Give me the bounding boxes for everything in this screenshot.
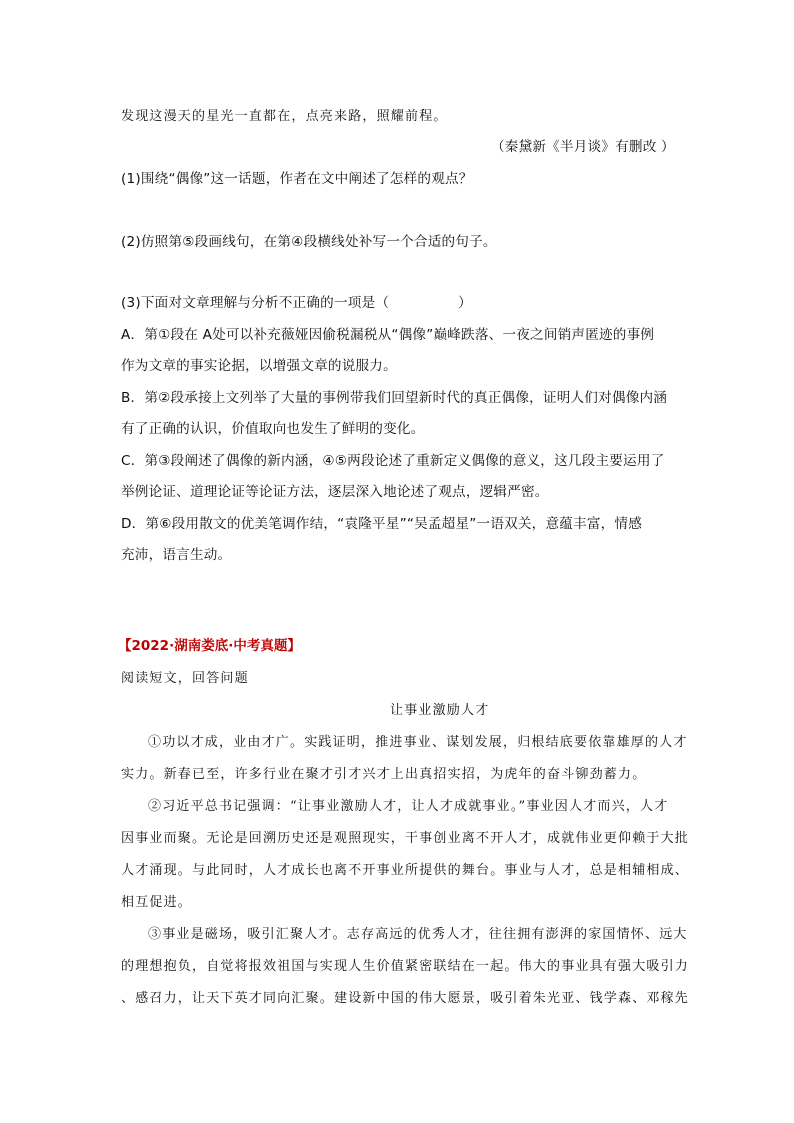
article-paragraph-line: 的理想抱负，自觉将报效祖国与实现人生价值紧密联结在一起。伟大的事业具有强大吸引力 — [121, 959, 690, 974]
question-2: (2)仿照第⑤段画线句，在第④段横线处补写一个合适的句子。 — [121, 234, 497, 250]
option-d-line-1: D．第⑥段用散文的优美笔调作结，“袁隆平星”“吴孟超星”一语双关，意蕴丰富，情感 — [121, 516, 643, 532]
option-a-line-1: A．第①段在 A处可以补充薇娅因偷税漏税从“偶像”巅峰跌落、一夜之间销声匿迹的事例 — [121, 327, 655, 343]
previous-article-tail: 发现这漫天的星光一直都在，点亮来路，照耀前程。 — [121, 109, 448, 124]
article-paragraph-line: 相互促进。 — [121, 895, 193, 910]
question-3: (3)下面对文章理解与分析不正确的一项是（ ） — [121, 295, 472, 311]
article-source: （秦黛新《半月谈》有删改 ） — [491, 139, 675, 155]
question-1: (1)围绕“偶像”这一话题，作者在文中阐述了怎样的观点？ — [121, 171, 473, 187]
option-c-line-2: 举例论证、道理论证等论证方法，逐层深入地论述了观点，逻辑严密。 — [121, 484, 549, 500]
reading-instruction: 阅读短文，回答问题 — [121, 671, 249, 686]
option-a-line-2: 作为文章的事实论据，以增强文章的说服力。 — [121, 358, 397, 374]
option-b-line-2: 有了正确的认识，价值取向也发生了鲜明的变化。 — [121, 421, 425, 437]
article-paragraph-line: 因事业而聚。无论是回溯历史还是观照现实，干事创业离不开人才，成就伟业更仰赖于大批 — [121, 831, 690, 846]
article-title: 让事业激励人才 — [390, 703, 490, 718]
option-d-line-2: 充沛，语言生动。 — [121, 547, 232, 563]
article-paragraph-line: 人才涌现。与此同时，人才成长也离不开事业所提供的舞台。事业与人才，总是相辅相成、 — [121, 863, 690, 878]
option-c-line-1: C．第③段阐述了偶像的新内涵，④⑤两段论述了重新定义偶像的意义，这几段主要运用了 — [121, 453, 665, 469]
article-paragraph-line: ①功以才成，业由才广。实践证明，推进事业、谋划发展，归根结底要依靠雄厚的人才 — [148, 735, 688, 750]
article-paragraph-line: 实力。新春已至，许多行业在聚才引才兴才上出真招实招，为虎年的奋斗铆劲蓄力。 — [121, 767, 647, 782]
article-paragraph-line: 、感召力，让天下英才同向汇聚。建设新中国的伟大愿景，吸引着朱光亚、钱学森、邓稼先 — [121, 991, 690, 1006]
article-paragraph-line: ②习近平总书记强调：“让事业激励人才，让人才成就事业。”事业因人才而兴，人才 — [148, 799, 669, 814]
article-paragraph-line: ③事业是磁场，吸引汇聚人才。志存高远的优秀人才，往往拥有澎湃的家国情怀、远大 — [148, 927, 688, 942]
option-b-line-1: B．第②段承接上文列举了大量的事例带我们回望新时代的真正偶像，证明人们对偶像内涵 — [121, 390, 668, 406]
exam-source-tag: 【2022·湖南娄底·中考真题】 — [118, 638, 301, 654]
